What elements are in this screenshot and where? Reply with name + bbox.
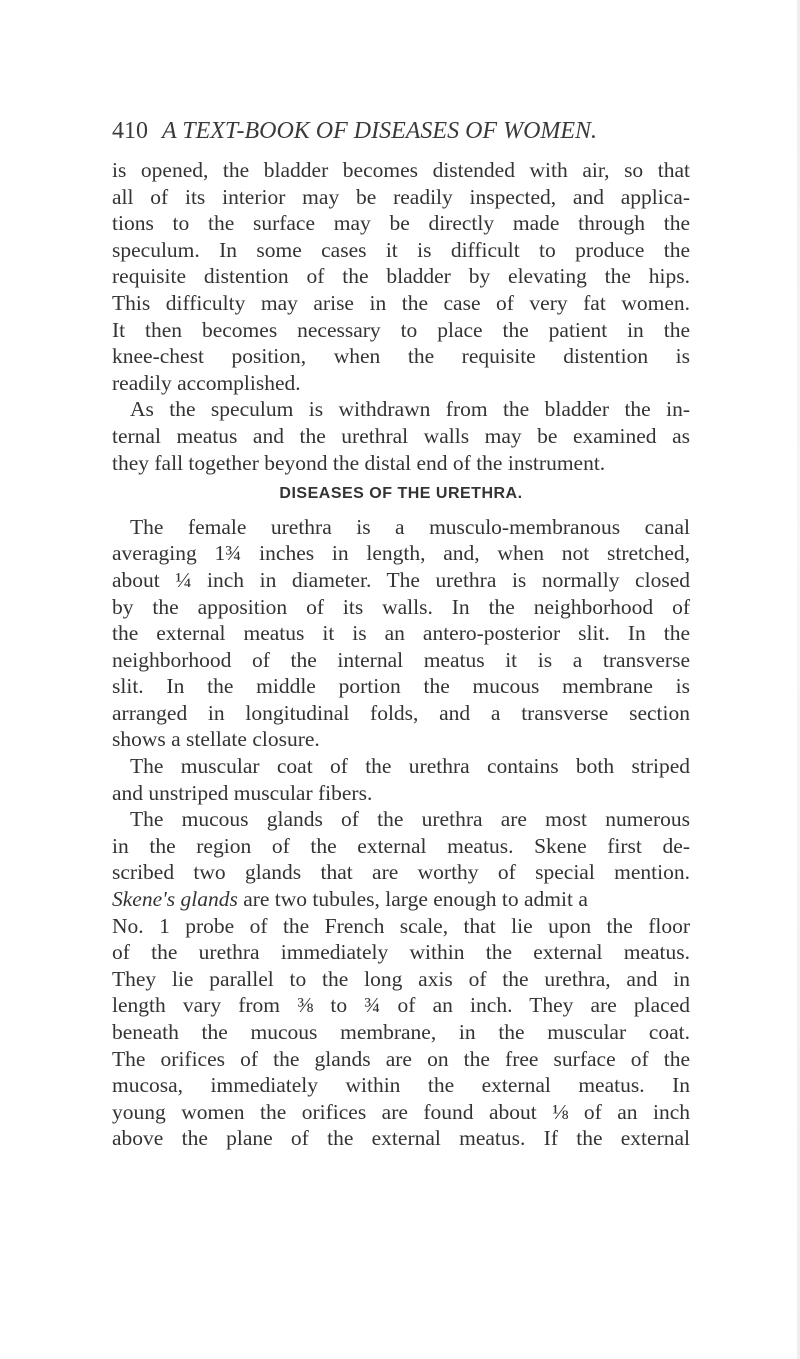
text-line: is opened, the bladder becomes distended with air, so that	[112, 158, 690, 182]
running-head	[112, 116, 712, 146]
body-text	[112, 157, 690, 1152]
text-line: length vary from ⅜ to ¾ of an inch. They are placed	[112, 993, 690, 1018]
text-line: requisite distention of the bladder by elevating the hips.	[112, 264, 690, 289]
text-line: It then becomes necessary to place the patient in the	[112, 317, 690, 342]
text-line: about ¼ inch in diameter. The urethra is normally closed	[112, 567, 690, 592]
text-line: As the speculum is withdrawn from the bladder the in-	[130, 397, 690, 422]
text-line: shows a stellate closure.	[112, 727, 320, 752]
text-line: No. 1 probe of the French scale, that lie upon the floor	[112, 913, 690, 938]
page-number: 410	[112, 118, 148, 144]
text-line: knee-chest position, when the requisite distention is	[112, 344, 690, 369]
text-line: tions to the surface may be directly made through the	[112, 211, 690, 236]
text-line: young women the orifices are found about ⅛ of an inch	[112, 1099, 690, 1124]
section-heading: DISEASES OF THE URETHRA.	[279, 485, 523, 503]
text-line: They lie parallel to the long axis of the urethra, and in	[112, 966, 690, 991]
text-line: the external meatus it is an antero-posterior slit. In the	[112, 621, 690, 646]
text-line: above the plane of the external meatus. If the external	[112, 1126, 690, 1151]
text-line: arranged in longitudinal folds, and a transverse section	[112, 700, 690, 725]
text-line: neighborhood of the internal meatus it is a transverse	[112, 647, 690, 672]
text-line: slit. In the middle portion the mucous membrane is	[112, 674, 690, 699]
text-line: The orifices of the glands are on the free surface of the	[112, 1046, 690, 1071]
text-line: in the region of the external meatus. Skene first de-	[112, 833, 690, 858]
text-line: This difficulty may arise in the case of very fat women.	[112, 290, 690, 315]
text-line: scribed two glands that are worthy of special mention.	[112, 860, 690, 885]
text-line: Skene's glands are two tubules, large enough to admit a	[112, 887, 588, 912]
text-line: speculum. In some cases it is difficult to produce the	[112, 237, 690, 262]
text-line: all of its interior may be readily inspected, and applica-	[112, 184, 690, 209]
text-line: and unstriped muscular fibers.	[112, 780, 373, 805]
running-title: A TEXT-BOOK OF DISEASES OF WOMEN.	[162, 118, 598, 144]
text-line: by the apposition of its walls. In the neighborhood of	[112, 594, 690, 619]
text-line: of the urethra immediately within the external meatus.	[112, 940, 690, 965]
text-line: The muscular coat of the urethra contains both striped	[130, 754, 690, 779]
text-line: The mucous glands of the urethra are most numerous	[130, 807, 690, 832]
text-line: they fall together beyond the distal end of the instrument.	[112, 450, 606, 475]
text-line: The female urethra is a musculo-membranous canal	[130, 514, 690, 539]
italic-term: Skene's glands	[112, 887, 238, 912]
text-line: averaging 1¾ inches in length, and, when not stretched,	[112, 541, 690, 566]
text-line: ternal meatus and the urethral walls may be examined as	[112, 423, 690, 448]
text-line: readily accomplished.	[112, 370, 301, 395]
text-line: beneath the mucous membrane, in the muscular coat.	[112, 1020, 690, 1044]
text-line: mucosa, immediately within the external meatus. In	[112, 1073, 690, 1098]
